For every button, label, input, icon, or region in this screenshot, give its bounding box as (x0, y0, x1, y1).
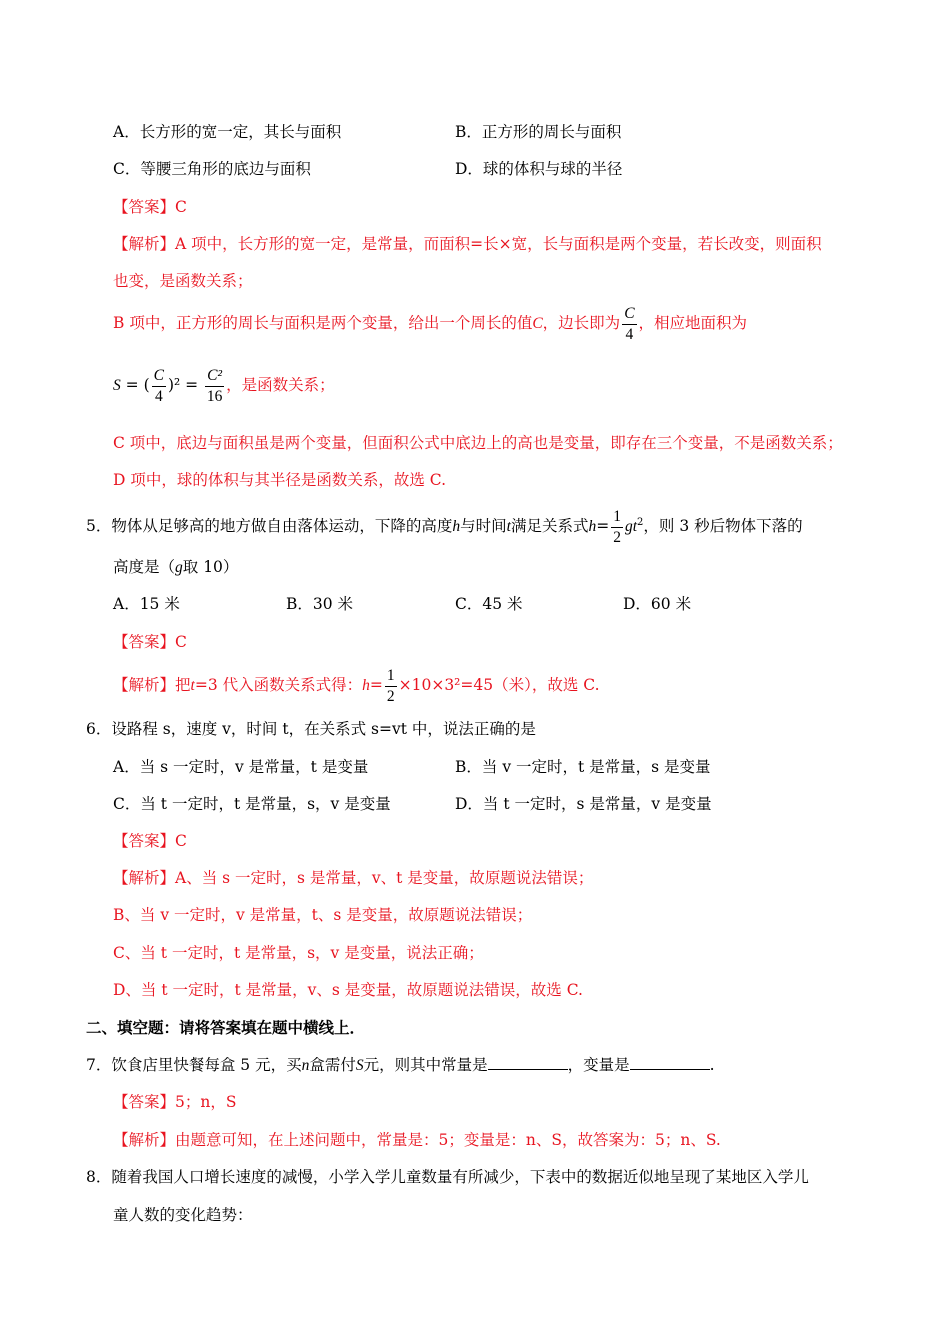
variable-c: C (532, 315, 543, 332)
formula-eq: = (180, 376, 204, 394)
stem-text: . (709, 1056, 715, 1074)
variable-h: h (362, 677, 370, 694)
fraction-1-over-2 (385, 666, 397, 707)
fraction-denominator: 4 (625, 325, 634, 343)
q6-analysis-b: B、当 v 一定时，v 是常量，t、s 是变量，故原题说法错误； (113, 906, 533, 924)
variable-s: S (355, 1057, 364, 1074)
analysis-text: ，边长即为 (542, 314, 621, 332)
q6-option-d: D．当 t 一定时，s 是常量，v 是变量 (455, 795, 712, 813)
answer-value: C (175, 832, 187, 850)
q5-stem-line1 (86, 503, 803, 548)
stem-text: 满足关系式 (510, 517, 589, 536)
stem-text: 与时间 (460, 517, 507, 536)
fraction-denominator: 2 (613, 528, 621, 546)
q4-analysis-a-line1 (113, 234, 822, 254)
fraction-numerator: C (622, 304, 636, 325)
fraction-denominator: 4 (154, 387, 163, 405)
formula-eq: = ( (120, 376, 150, 394)
q4-option-d: D．球的体积与球的半径 (455, 160, 623, 178)
stem-text: ，变量是 (567, 1056, 630, 1074)
q4-analysis-c: C 项中，底边与面积虽是两个变量，但面积公式中底边上的高也是变量，即存在三个变量，不是函数关系； (113, 434, 843, 452)
q4-analysis-d: D 项中，球的体积与其半径是函数关系，故选 C. (113, 471, 447, 489)
variable-t: t (506, 518, 511, 536)
q5-option-c: C．45 米 (455, 595, 523, 613)
answer-tag: 【答案】 (113, 198, 176, 216)
answer-value: 5；n，S (175, 1093, 237, 1111)
q6-option-a: A．当 s 一定时，v 是常量，t 是变量 (113, 758, 369, 776)
analysis-text: 由题意可知，在上述问题中，常量是：5；变量是：n、S，故答案为：5；n、S. (175, 1131, 721, 1149)
q4-area-formula (113, 365, 335, 407)
analysis-tag: 【解析】 (113, 235, 176, 253)
fraction-numerator: 1 (611, 507, 623, 528)
variable-g: g (175, 559, 183, 576)
formula-eq: = (369, 676, 383, 694)
fraction-c-over-4 (622, 304, 636, 345)
q4-option-a: A．长方形的宽一定，其长与面积 (113, 123, 342, 141)
stem-text: ，则 3 秒后物体下落的 (643, 517, 803, 536)
stem-text: 高度是（ (113, 558, 176, 576)
analysis-tag: 【解析】 (113, 869, 176, 887)
formula-pow: )² (167, 376, 181, 394)
analysis-tag: 【解析】 (113, 676, 176, 694)
q6-option-c: C．当 t 一定时，t 是常量，s，v 是变量 (113, 795, 391, 813)
q5-option-d: D．60 米 (623, 595, 692, 613)
fraction-1-over-2 (611, 507, 623, 548)
answer-tag: 【答案】 (113, 633, 176, 651)
q6-answer (113, 831, 187, 851)
answer-value: C (175, 198, 187, 216)
q6-stem: 6．设路程 s，速度 v，时间 t，在关系式 s=vt 中，说法正确的是 (86, 720, 536, 738)
variable-t: t (190, 677, 195, 694)
fraction-denominator: 16 (206, 387, 223, 405)
q8-stem-line2: 童人数的变化趋势： (113, 1206, 253, 1224)
stem-text: 5．物体从足够高的地方做自由落体运动，下降的高度 (86, 517, 453, 536)
formula-h: h (588, 518, 597, 536)
answer-tag: 【答案】 (113, 1093, 176, 1111)
stem-text: 取 10） (182, 558, 239, 576)
formula-exponent: 2 (637, 517, 644, 528)
fraction-numerator: C (152, 366, 166, 387)
q7-analysis (113, 1130, 721, 1150)
q7-stem (86, 1055, 715, 1076)
analysis-text: ，相应地面积为 (638, 314, 748, 332)
analysis-text: B 项中，正方形的周长与面积是两个变量，给出一个周长的值 (113, 314, 533, 332)
q5-option-a: A．15 米 (113, 595, 180, 613)
q6-analysis-d: D、当 t 一定时，t 是常量，v、s 是变量，故原题说法错误，故选 C. (113, 981, 583, 999)
stem-text: 元，则其中常量是 (363, 1056, 488, 1074)
answer-tag: 【答案】 (113, 832, 176, 850)
q7-answer (113, 1092, 236, 1112)
analysis-text: A、当 s 一定时，s 是常量，v、t 是变量，故原题说法错误； (175, 869, 594, 887)
variable-h: h (452, 518, 461, 536)
q5-answer (113, 632, 187, 652)
stem-text: 盒需付 (309, 1056, 356, 1074)
analysis-text: A 项中，长方形的宽一定，是常量，而面积=长×宽，长与面积是两个变量，若长改变，则面积 (175, 235, 822, 253)
q6-option-b: B．当 v 一定时，t 是常量，s 是变量 (455, 758, 711, 776)
q6-analysis-c: C、当 t 一定时，t 是常量，s，v 是变量，说法正确； (113, 944, 484, 962)
variable-n: n (301, 1057, 310, 1074)
fraction-numerator: C² (205, 366, 224, 387)
fraction-c-over-4 (152, 366, 166, 407)
stem-text: 7．饮食店里快餐每盒 5 元，买 (86, 1056, 302, 1074)
analysis-text: =3 代入函数关系式得： (194, 676, 363, 694)
q4-option-c: C．等腰三角形的底边与面积 (113, 160, 311, 178)
fraction-c2-over-16 (205, 366, 224, 407)
q6-analysis-a (113, 868, 593, 888)
analysis-text: ，是函数关系； (226, 376, 335, 394)
q8-stem-line1: 8．随着我国人口增长速度的减慢，小学入学儿童数量有所减少，下表中的数据近似地呈现了某地区入学儿 (86, 1168, 809, 1186)
analysis-text: 把 (175, 676, 191, 694)
formula-s: S (113, 377, 121, 394)
analysis-tag: 【解析】 (113, 1131, 176, 1149)
section-heading: 二、填空题：请将答案填在题中横线上． (86, 1018, 366, 1037)
answer-blank-variable (630, 1055, 710, 1070)
q4-option-b: B．正方形的周长与面积 (455, 123, 622, 141)
answer-value: C (175, 633, 187, 651)
q5-option-b: B．30 米 (286, 595, 354, 613)
q4-answer (113, 197, 187, 217)
formula-eq: = (596, 517, 610, 536)
formula-gt: gt (624, 518, 638, 536)
fraction-denominator: 2 (386, 687, 395, 705)
q5-stem-line2 (113, 557, 238, 578)
answer-blank-constant (488, 1055, 568, 1070)
q4-analysis-b-line1 (113, 303, 747, 345)
q4-analysis-a-line2: 也变，是函数关系； (113, 272, 253, 290)
fraction-numerator: 1 (385, 666, 397, 687)
q5-analysis (113, 665, 600, 707)
analysis-text: ×10×3²=45（米），故选 C. (398, 676, 600, 694)
